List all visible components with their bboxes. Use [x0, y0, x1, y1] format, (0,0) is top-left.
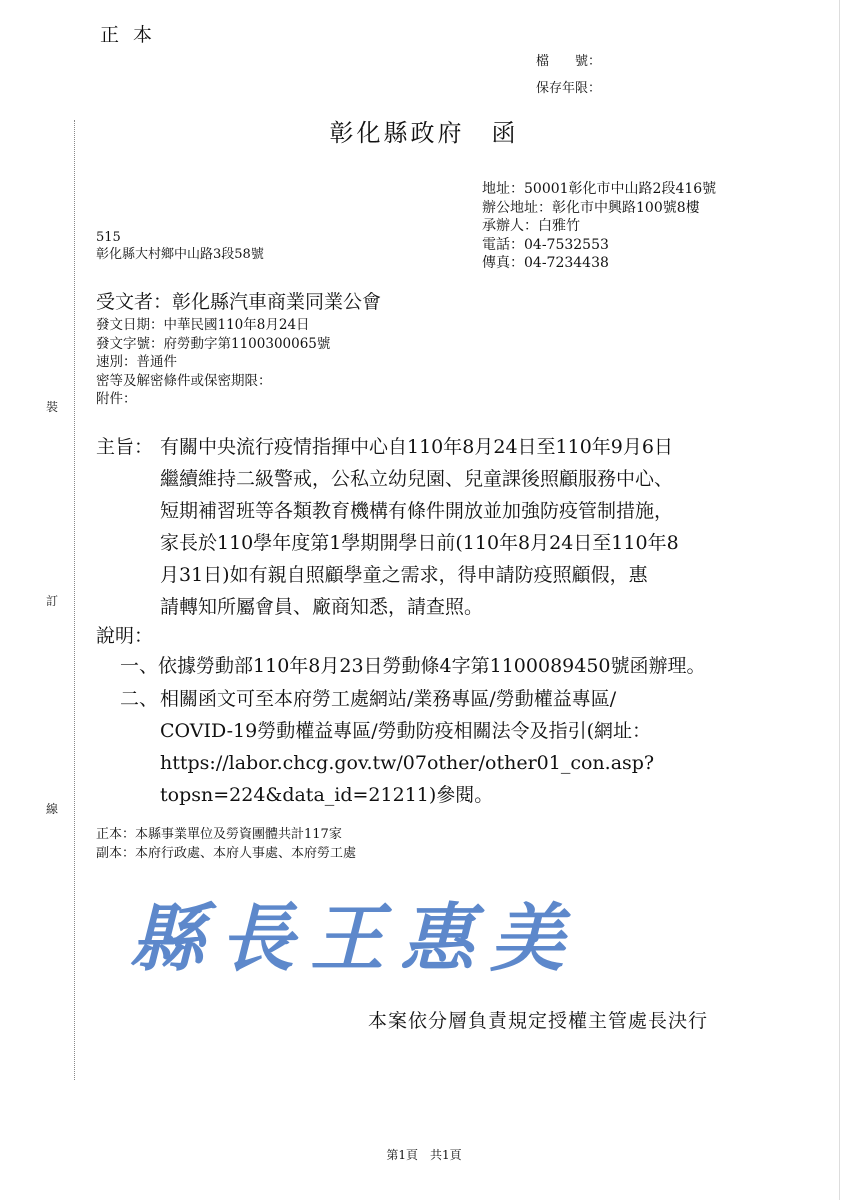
explanation-item-2-number: 二、: [120, 688, 159, 710]
binding-mark-zhuang: 裝: [46, 400, 59, 414]
handler: 承辦人：白雅竹: [482, 218, 580, 235]
item-number: 一、: [120, 655, 159, 677]
explanation-item-2: [160, 683, 770, 811]
postal-address: 彰化縣大村鄉中山路3段58號: [96, 247, 264, 262]
retention-period-label: 保存年限：: [536, 81, 602, 96]
binding-line: [74, 120, 75, 1080]
attachments: 附件：: [96, 391, 137, 407]
subject-body: [160, 431, 760, 623]
distribution-copy: 副本：本府行政處、本府人事處、本府勞工處: [96, 846, 357, 861]
item-text-line: COVID-19勞動權益專區/勞動防疫相關法令及指引(網址：: [160, 720, 652, 742]
sender-contact-block: [482, 180, 716, 273]
item-text-line: https://labor.chcg.gov.tw/07other/other01_con.asp?: [160, 752, 655, 774]
magistrate-seal-stamp: 縣長王惠美: [130, 896, 580, 982]
phone: 電話：04-7532553: [482, 236, 609, 253]
binding-mark-ding: 訂: [46, 594, 59, 608]
subject-line: 請轉知所屬會員、廠商知悉，請查照。: [160, 596, 484, 618]
subject-line: 繼續維持二級警戒，公私立幼兒園、兒童課後照顧服務中心、: [160, 468, 674, 490]
binding-mark-xian: 線: [46, 802, 59, 816]
authorization-note: 本案依分層負責規定授權主管處長決行: [368, 1010, 709, 1032]
recipient-postal-block: [96, 229, 264, 263]
subject-line: 短期補習班等各類教育機構有條件開放並加強防疫管制措施，: [160, 500, 674, 522]
item-text-line: topsn=224&data_id=21211)參閱。: [160, 784, 494, 806]
delivery-speed: 速別：普通件: [96, 354, 177, 370]
document-title: 彰化縣政府 函: [329, 119, 519, 147]
subject-line: 有關中央流行疫情指揮中心自110年8月24日至110年9月6日: [160, 436, 673, 458]
recipient-line: 受文者：彰化縣汽車商業同業公會: [96, 291, 382, 313]
subject-line: 月31日)如有親自照顧學童之需求，得申請防疫照顧假，惠: [160, 564, 648, 586]
copy-type-label: 正本: [100, 24, 167, 46]
document-fields: [96, 316, 330, 409]
security-level: 密等及解密條件或保密期限：: [96, 372, 272, 389]
sender-address: 地址：50001彰化市中山路2段416號: [482, 181, 717, 197]
subject-line: 家長於110學年度第1學期開學日前(110年8月24日至110年8: [160, 532, 679, 554]
distribution-original: 正本：本縣事業單位及勞資團體共計117家: [96, 827, 342, 842]
explanation-label: 說明：: [96, 625, 154, 647]
issue-date: 發文日期：中華民國110年8月24日: [96, 317, 310, 333]
file-number-label: 檔 號：: [536, 54, 602, 69]
item-text: 依據勞動部110年8月23日勞動條4字第1100089450號函辦理。: [158, 655, 706, 677]
item-text-line: 相關函文可至本府勞工處網站/業務專區/勞動權益專區/: [160, 688, 617, 710]
fax: 傳真：04-7234438: [482, 255, 609, 272]
page-edge: [839, 0, 840, 1200]
explanation-item-1: [120, 650, 706, 682]
distribution-block: [96, 825, 356, 863]
document-number: 發文字號：府勞動字第1100300065號: [96, 335, 331, 352]
postal-code: 515: [96, 230, 121, 245]
subject-label: 主旨：: [96, 436, 154, 458]
office-address: 辦公地址：彰化市中興路100號8樓: [482, 199, 700, 216]
page-number: 第1頁 共1頁: [386, 1148, 462, 1162]
